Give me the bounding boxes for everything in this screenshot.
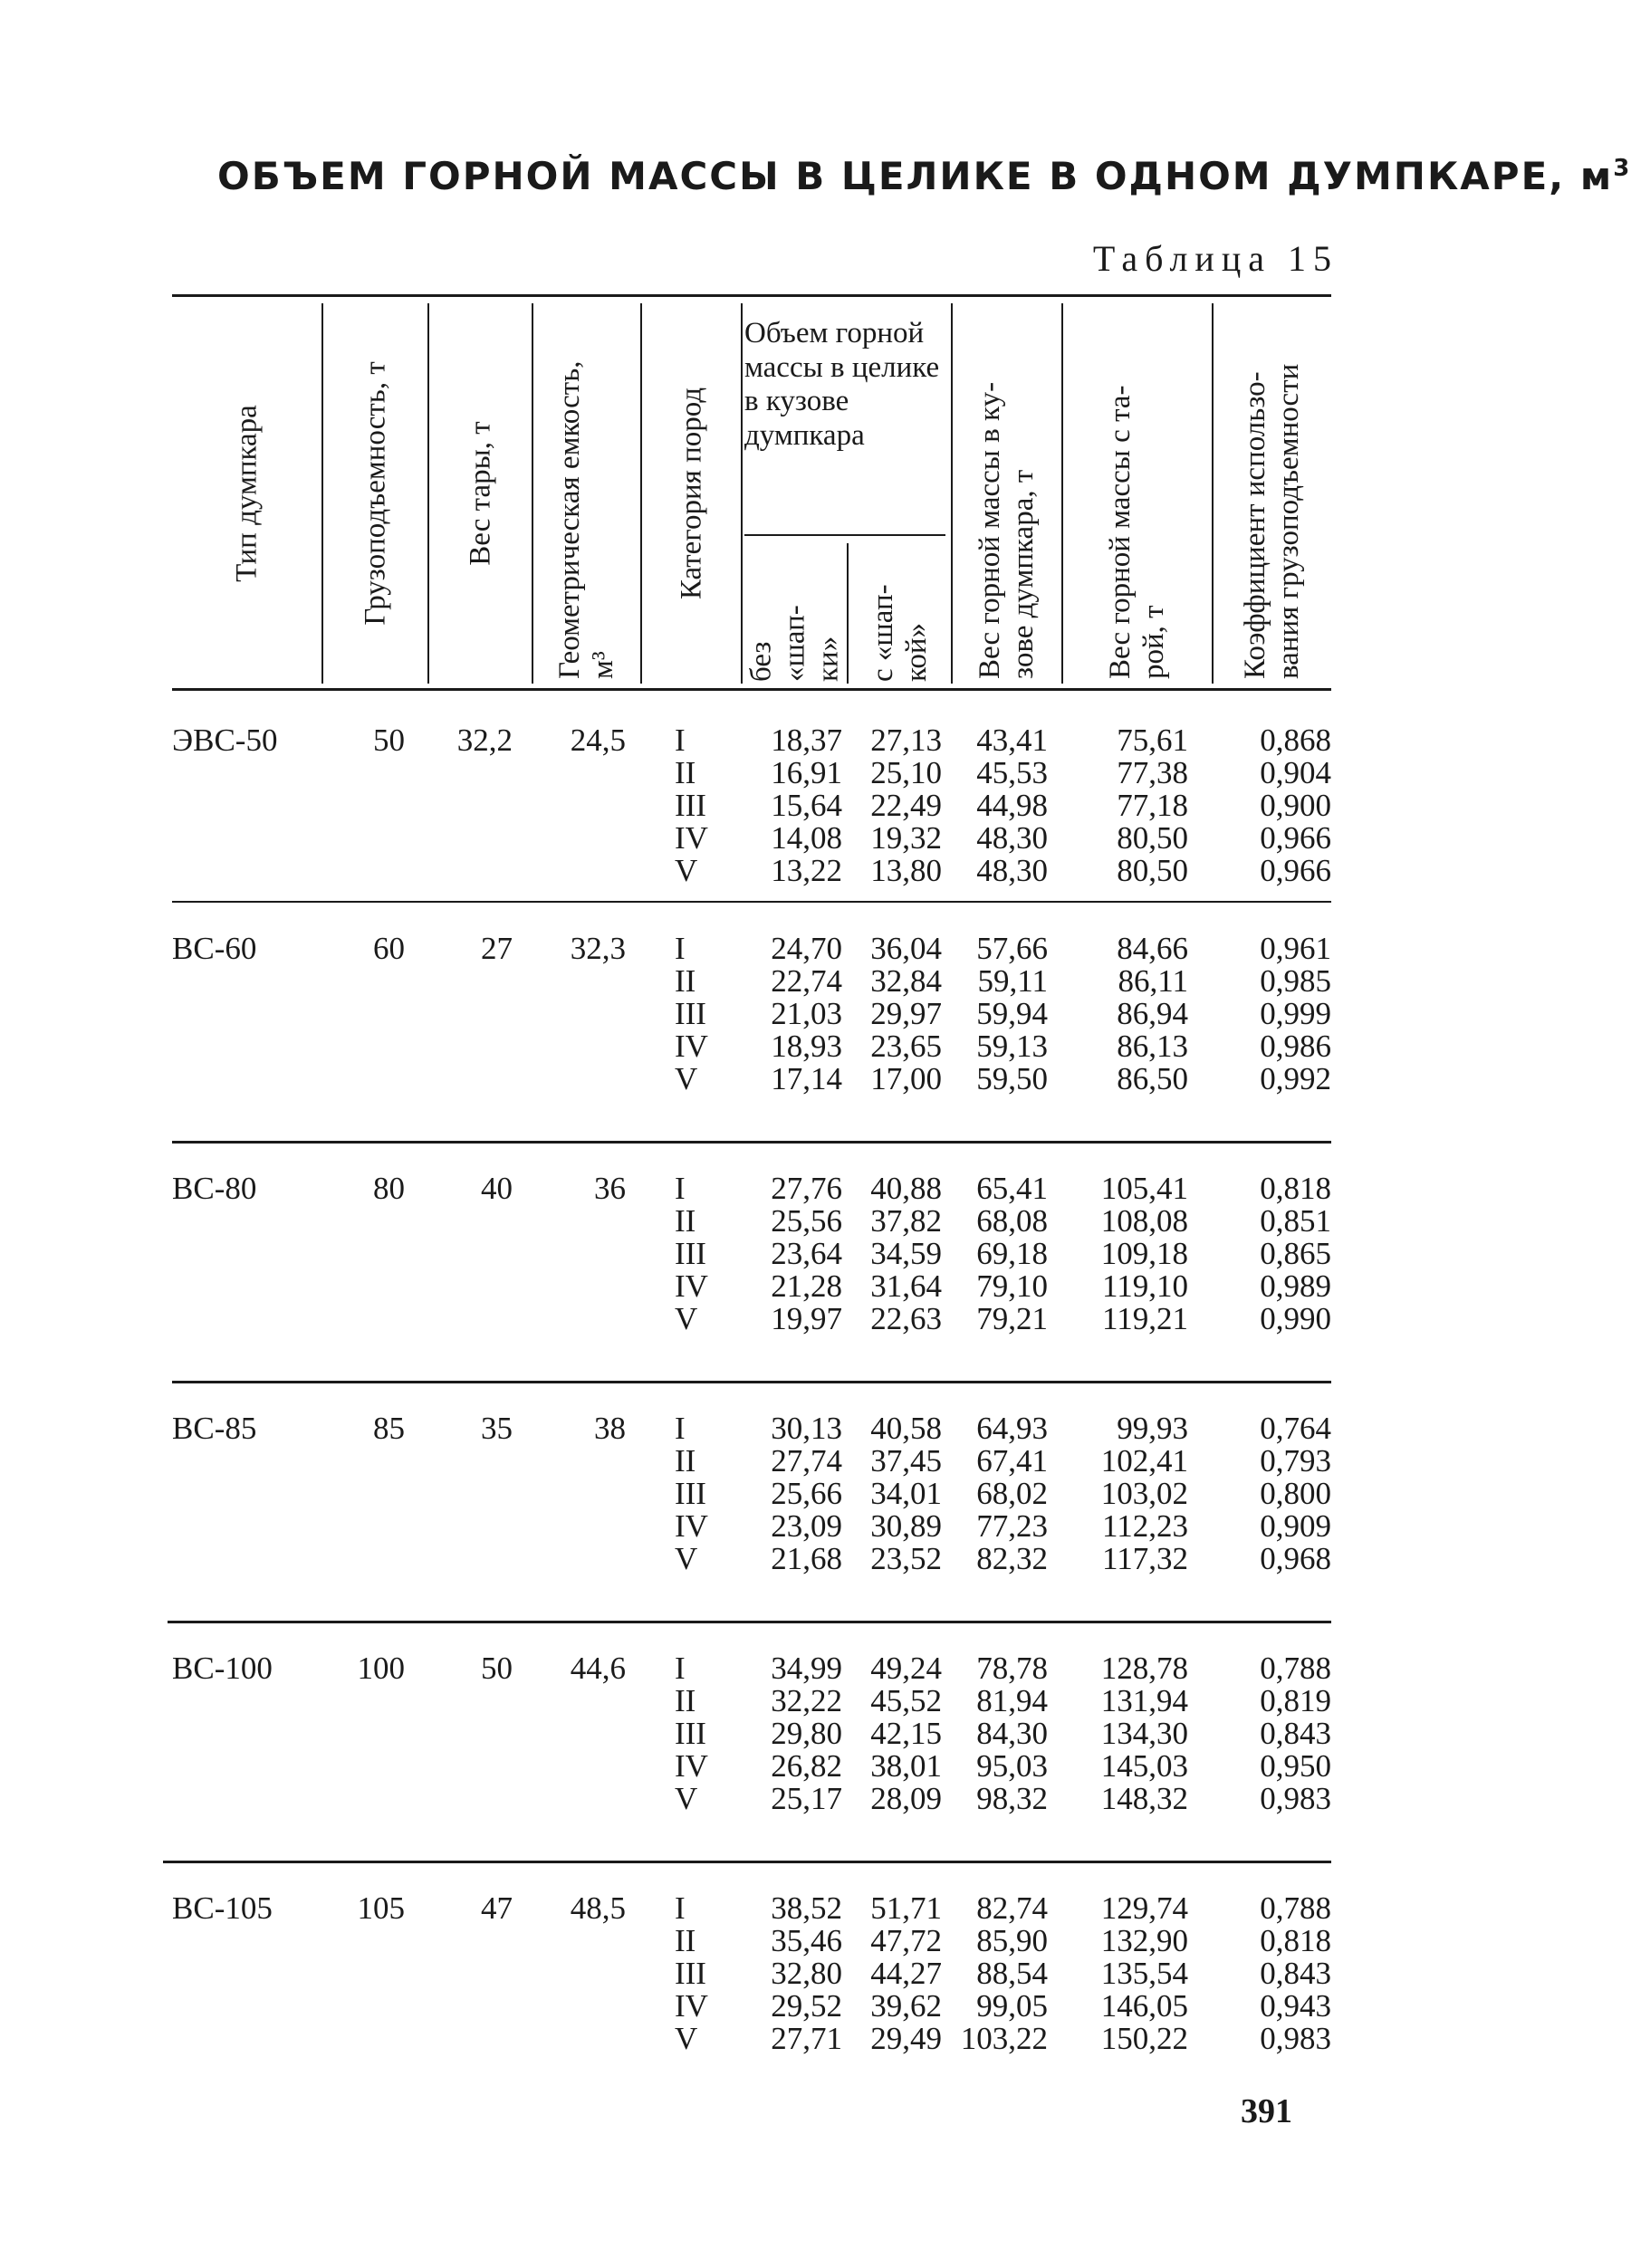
cell-volume-with-cap: 51,71 bbox=[870, 1890, 942, 1926]
cell-weight-body: 48,30 bbox=[976, 853, 1048, 888]
header-coef bbox=[1214, 303, 1331, 684]
cell-coef: 0,865 bbox=[1260, 1236, 1331, 1271]
cell-volume-no-cap: 16,91 bbox=[771, 755, 842, 790]
cell-category: II bbox=[675, 1443, 696, 1479]
cell-weight-body: 88,54 bbox=[976, 1956, 1048, 1991]
header-weight-body-line1: Вес горной массы в ку- bbox=[974, 381, 1007, 679]
cell-type: ВС-100 bbox=[172, 1651, 273, 1686]
cell-volume-with-cap: 36,04 bbox=[870, 931, 942, 966]
cell-volume-with-cap: 25,10 bbox=[870, 755, 942, 790]
cell-tare: 40 bbox=[481, 1171, 513, 1206]
cell-volume-with-cap: 34,01 bbox=[870, 1476, 942, 1511]
cell-volume-with-cap: 30,89 bbox=[870, 1508, 942, 1544]
cell-weight-tare: 145,03 bbox=[1100, 1748, 1188, 1784]
cell-category-column bbox=[675, 1172, 738, 1335]
page-number: 391 bbox=[1241, 2092, 1292, 2130]
cell-volume-with-cap: 44,27 bbox=[870, 1956, 942, 1991]
header-geom-line1: Геометрическая емкость, bbox=[553, 360, 587, 679]
cell-coef: 0,843 bbox=[1260, 1716, 1331, 1751]
header-geom bbox=[533, 303, 640, 684]
cell-coef: 0,843 bbox=[1260, 1956, 1331, 1991]
cell-weight-body: 99,05 bbox=[976, 1988, 1048, 2024]
cell-volume-no-cap-column bbox=[752, 1412, 842, 1575]
cell-weight-body: 79,21 bbox=[976, 1301, 1048, 1336]
cell-category: III bbox=[675, 1476, 706, 1511]
cell-volume-with-cap: 39,62 bbox=[870, 1988, 942, 2024]
cell-category-column bbox=[675, 1652, 738, 1815]
cell-weight-body-column bbox=[946, 1412, 1048, 1575]
cell-coef: 0,943 bbox=[1260, 1988, 1331, 2024]
header-no-cap-line2: «шап- bbox=[778, 604, 811, 682]
cell-weight-body: 98,32 bbox=[976, 1781, 1048, 1816]
header-category bbox=[642, 303, 741, 684]
cell-weight-body: 43,41 bbox=[976, 723, 1048, 758]
header-weight-body-line2: зове думпкара, т bbox=[1007, 469, 1040, 679]
cell-geom: 32,3 bbox=[570, 931, 626, 966]
cell-weight-tare: 134,30 bbox=[1100, 1716, 1188, 1751]
cell-weight-tare: 148,32 bbox=[1100, 1781, 1188, 1816]
cell-weight-body: 77,23 bbox=[976, 1508, 1048, 1544]
cell-type: ВС-105 bbox=[172, 1890, 273, 1926]
cell-capacity: 100 bbox=[357, 1651, 405, 1686]
cell-volume-with-cap: 37,45 bbox=[870, 1443, 942, 1479]
cell-coef: 0,904 bbox=[1260, 755, 1331, 790]
cell-coef: 0,990 bbox=[1260, 1301, 1331, 1336]
cell-volume-no-cap: 32,80 bbox=[771, 1956, 842, 1991]
cell-weight-tare: 109,18 bbox=[1100, 1236, 1188, 1271]
cell-category-column bbox=[675, 724, 738, 887]
cell-weight-body: 85,90 bbox=[976, 1923, 1048, 1958]
page-title: ОБЪЕМ ГОРНОЙ МАССЫ В ЦЕЛИКЕ В ОДНОМ ДУМПКАРЕ, $м^3$ bbox=[217, 154, 1631, 198]
cell-coef: 0,868 bbox=[1260, 723, 1331, 758]
cell-type: ВС-80 bbox=[172, 1171, 257, 1206]
header-type-text: Тип думпкара bbox=[230, 405, 264, 582]
cell-category: V bbox=[675, 1781, 698, 1816]
cell-volume-no-cap: 19,97 bbox=[771, 1301, 842, 1336]
cell-weight-body: 59,13 bbox=[976, 1029, 1048, 1064]
cell-category: II bbox=[675, 755, 696, 790]
cell-weight-body: 68,08 bbox=[976, 1203, 1048, 1239]
cell-weight-tare: 132,90 bbox=[1100, 1923, 1188, 1958]
header-capacity-text: Грузоподъемность, т bbox=[359, 361, 392, 626]
cell-category: V bbox=[675, 1301, 698, 1336]
cell-tare: 47 bbox=[481, 1890, 513, 1926]
cell-category: I bbox=[675, 723, 686, 758]
cell-geom: 36 bbox=[594, 1171, 626, 1206]
cell-volume-no-cap: 21,28 bbox=[771, 1268, 842, 1304]
cell-volume-with-cap: 27,13 bbox=[870, 723, 942, 758]
cell-volume-no-cap-column bbox=[752, 1652, 842, 1815]
cell-weight-body: 45,53 bbox=[976, 755, 1048, 790]
cell-coef: 0,966 bbox=[1260, 853, 1331, 888]
cell-weight-tare: 75,61 bbox=[1117, 723, 1188, 758]
cell-weight-body: 48,30 bbox=[976, 820, 1048, 856]
cell-weight-tare: 128,78 bbox=[1100, 1651, 1188, 1686]
cell-volume-no-cap-column bbox=[752, 933, 842, 1096]
cell-volume-with-cap-column bbox=[851, 1412, 942, 1575]
cell-weight-tare-column bbox=[1069, 933, 1188, 1096]
cell-weight-body: 64,93 bbox=[976, 1411, 1048, 1446]
cell-volume-no-cap: 22,74 bbox=[771, 963, 842, 999]
cell-volume-no-cap: 25,56 bbox=[771, 1203, 842, 1239]
cell-coef: 0,985 bbox=[1260, 963, 1331, 999]
cell-coef: 0,961 bbox=[1260, 931, 1331, 966]
cell-weight-tare-column bbox=[1069, 1892, 1188, 2055]
cell-weight-body-column bbox=[946, 933, 1048, 1096]
header-top-rule bbox=[172, 294, 1331, 297]
cell-capacity: 80 bbox=[373, 1171, 405, 1206]
cell-weight-tare: 80,50 bbox=[1117, 853, 1188, 888]
cell-weight-tare: 119,10 bbox=[1102, 1268, 1188, 1304]
cell-weight-tare: 150,22 bbox=[1100, 2021, 1188, 2056]
cell-weight-body: 59,11 bbox=[977, 963, 1048, 999]
cell-coef-column bbox=[1223, 933, 1331, 1096]
cell-category: IV bbox=[675, 1268, 708, 1304]
header-bottom-rule bbox=[172, 688, 1331, 691]
cell-volume-no-cap: 30,13 bbox=[771, 1411, 842, 1446]
header-coef-line1: Коэффициент использо- bbox=[1239, 371, 1272, 679]
cell-weight-body: 59,50 bbox=[976, 1061, 1048, 1096]
cell-volume-with-cap-column bbox=[851, 1652, 942, 1815]
group-separator-rule bbox=[172, 901, 1331, 903]
cell-category: I bbox=[675, 931, 686, 966]
cell-volume-no-cap: 29,52 bbox=[771, 1988, 842, 2024]
cell-volume-with-cap: 49,24 bbox=[870, 1651, 942, 1686]
cell-coef: 0,851 bbox=[1260, 1203, 1331, 1239]
cell-volume-with-cap: 34,59 bbox=[870, 1236, 942, 1271]
cell-volume-no-cap: 13,22 bbox=[771, 853, 842, 888]
cell-weight-body-column bbox=[946, 1172, 1048, 1335]
group-separator-rule bbox=[168, 1621, 1331, 1623]
cell-weight-tare: 112,23 bbox=[1102, 1508, 1188, 1544]
cell-type: ЭВС-50 bbox=[172, 723, 278, 758]
cell-weight-tare: 80,50 bbox=[1117, 820, 1188, 856]
cell-volume-no-cap: 23,64 bbox=[771, 1236, 842, 1271]
cell-volume-with-cap: 22,49 bbox=[870, 788, 942, 823]
cell-volume-no-cap-column bbox=[752, 1172, 842, 1335]
cell-volume-with-cap: 29,97 bbox=[870, 996, 942, 1031]
cell-coef: 0,793 bbox=[1260, 1443, 1331, 1479]
cell-volume-with-cap-column bbox=[851, 933, 942, 1096]
cell-volume-no-cap: 25,66 bbox=[771, 1476, 842, 1511]
cell-category: III bbox=[675, 1956, 706, 1991]
cell-geom: 44,6 bbox=[570, 1651, 626, 1686]
header-volume-group: Объем горной массы в целике в кузове думпкара bbox=[744, 317, 940, 452]
volume-group-rule bbox=[744, 534, 945, 536]
cell-type: ВС-60 bbox=[172, 931, 257, 966]
cell-capacity: 105 bbox=[357, 1890, 405, 1926]
cell-coef-column bbox=[1223, 724, 1331, 887]
cell-category: I bbox=[675, 1411, 686, 1446]
cell-coef: 0,950 bbox=[1260, 1748, 1331, 1784]
header-weight-body bbox=[953, 303, 1061, 684]
cell-category: III bbox=[675, 996, 706, 1031]
cell-category: V bbox=[675, 853, 698, 888]
header-geom-line2: м³ bbox=[587, 651, 619, 679]
cell-weight-body: 84,30 bbox=[976, 1716, 1048, 1751]
cell-weight-body: 82,74 bbox=[976, 1890, 1048, 1926]
cell-coef-column bbox=[1223, 1412, 1331, 1575]
cell-type: ВС-85 bbox=[172, 1411, 257, 1446]
cell-volume-no-cap: 27,74 bbox=[771, 1443, 842, 1479]
cell-coef: 0,788 bbox=[1260, 1651, 1331, 1686]
cell-category: V bbox=[675, 1061, 698, 1096]
cell-weight-tare: 117,32 bbox=[1102, 1541, 1188, 1576]
cell-volume-with-cap: 22,63 bbox=[870, 1301, 942, 1336]
cell-volume-with-cap: 19,32 bbox=[870, 820, 942, 856]
header-weight-tare-line2: рой, т bbox=[1137, 605, 1170, 679]
cell-tare: 50 bbox=[481, 1651, 513, 1686]
cell-volume-with-cap: 40,88 bbox=[870, 1171, 942, 1206]
cell-category: V bbox=[675, 2021, 698, 2056]
cell-coef: 0,999 bbox=[1260, 996, 1331, 1031]
cell-geom: 38 bbox=[594, 1411, 626, 1446]
cell-category: III bbox=[675, 1716, 706, 1751]
cell-tare: 35 bbox=[481, 1411, 513, 1446]
cell-volume-with-cap: 47,72 bbox=[870, 1923, 942, 1958]
cell-weight-body: 44,98 bbox=[976, 788, 1048, 823]
cell-geom: 24,5 bbox=[570, 723, 626, 758]
cell-category: V bbox=[675, 1541, 698, 1576]
header-no-cap-line1: без bbox=[744, 641, 778, 682]
cell-weight-tare: 86,50 bbox=[1117, 1061, 1188, 1096]
group-separator-rule bbox=[172, 1381, 1331, 1383]
cell-weight-body: 78,78 bbox=[976, 1651, 1048, 1686]
cell-category: IV bbox=[675, 1988, 708, 2024]
cell-weight-tare: 131,94 bbox=[1100, 1683, 1188, 1718]
cell-category: II bbox=[675, 1203, 696, 1239]
cell-volume-with-cap: 23,65 bbox=[870, 1029, 942, 1064]
cell-geom: 48,5 bbox=[570, 1890, 626, 1926]
group-separator-rule bbox=[163, 1861, 1331, 1863]
cell-category: IV bbox=[675, 1748, 708, 1784]
cell-coef: 0,966 bbox=[1260, 820, 1331, 856]
cell-volume-no-cap: 35,46 bbox=[771, 1923, 842, 1958]
cell-volume-no-cap: 32,22 bbox=[771, 1683, 842, 1718]
cell-volume-with-cap: 37,82 bbox=[870, 1203, 942, 1239]
cell-weight-tare: 84,66 bbox=[1117, 931, 1188, 966]
cell-weight-body: 59,94 bbox=[976, 996, 1048, 1031]
cell-coef: 0,909 bbox=[1260, 1508, 1331, 1544]
cell-volume-no-cap: 24,70 bbox=[771, 931, 842, 966]
cell-coef: 0,818 bbox=[1260, 1171, 1331, 1206]
cell-category: III bbox=[675, 1236, 706, 1271]
cell-weight-tare-column bbox=[1069, 1652, 1188, 1815]
cell-volume-with-cap: 13,80 bbox=[870, 853, 942, 888]
cell-volume-with-cap: 29,49 bbox=[870, 2021, 942, 2056]
cell-category-column bbox=[675, 1892, 738, 2055]
cell-weight-tare: 108,08 bbox=[1100, 1203, 1188, 1239]
cell-coef-column bbox=[1223, 1892, 1331, 2055]
cell-weight-body-column bbox=[946, 1892, 1048, 2055]
cell-volume-no-cap: 18,93 bbox=[771, 1029, 842, 1064]
cell-coef: 0,992 bbox=[1260, 1061, 1331, 1096]
cell-volume-no-cap: 14,08 bbox=[771, 820, 842, 856]
table-label: Таблица 15 bbox=[1092, 238, 1338, 279]
cell-volume-with-cap: 42,15 bbox=[870, 1716, 942, 1751]
cell-weight-tare: 99,93 bbox=[1117, 1411, 1188, 1446]
cell-weight-tare-column bbox=[1069, 724, 1188, 887]
cell-category: IV bbox=[675, 1029, 708, 1064]
cell-category: I bbox=[675, 1890, 686, 1926]
cell-volume-no-cap: 34,99 bbox=[771, 1651, 842, 1686]
cell-weight-tare: 86,94 bbox=[1117, 996, 1188, 1031]
cell-weight-body: 65,41 bbox=[976, 1171, 1048, 1206]
cell-coef: 0,819 bbox=[1260, 1683, 1331, 1718]
cell-volume-no-cap: 38,52 bbox=[771, 1890, 842, 1926]
header-no-cap-line3: ки» bbox=[811, 636, 844, 682]
cell-volume-with-cap: 31,64 bbox=[870, 1268, 942, 1304]
cell-weight-body-column bbox=[946, 724, 1048, 887]
header-volume-no-cap bbox=[743, 543, 847, 684]
cell-weight-tare: 105,41 bbox=[1100, 1171, 1188, 1206]
cell-volume-with-cap: 40,58 bbox=[870, 1411, 942, 1446]
cell-weight-body: 79,10 bbox=[976, 1268, 1048, 1304]
cell-coef-column bbox=[1223, 1652, 1331, 1815]
cell-volume-with-cap-column bbox=[851, 1172, 942, 1335]
cell-tare: 32,2 bbox=[456, 723, 513, 758]
cell-volume-with-cap-column bbox=[851, 724, 942, 887]
header-category-text: Категория пород bbox=[675, 387, 708, 600]
header-volume-with-cap bbox=[849, 543, 951, 684]
cell-weight-tare: 86,11 bbox=[1118, 963, 1188, 999]
cell-volume-with-cap: 23,52 bbox=[870, 1541, 942, 1576]
cell-volume-no-cap: 26,82 bbox=[771, 1748, 842, 1784]
cell-tare: 27 bbox=[481, 931, 513, 966]
cell-category: III bbox=[675, 788, 706, 823]
cell-weight-body: 69,18 bbox=[976, 1236, 1048, 1271]
cell-category: I bbox=[675, 1171, 686, 1206]
cell-coef: 0,818 bbox=[1260, 1923, 1331, 1958]
cell-weight-tare: 146,05 bbox=[1100, 1988, 1188, 2024]
cell-weight-tare: 77,18 bbox=[1117, 788, 1188, 823]
cell-weight-tare: 86,13 bbox=[1117, 1029, 1188, 1064]
cell-weight-body: 81,94 bbox=[976, 1683, 1048, 1718]
cell-volume-no-cap: 17,14 bbox=[771, 1061, 842, 1096]
cell-weight-body: 103,22 bbox=[960, 2021, 1048, 2056]
cell-weight-body: 68,02 bbox=[976, 1476, 1048, 1511]
cell-coef: 0,983 bbox=[1260, 2021, 1331, 2056]
cell-volume-no-cap-column bbox=[752, 724, 842, 887]
cell-volume-no-cap: 23,09 bbox=[771, 1508, 842, 1544]
cell-category: II bbox=[675, 963, 696, 999]
header-type bbox=[172, 303, 321, 684]
header-weight-tare-line1: Вес горной массы с та- bbox=[1104, 385, 1137, 679]
cell-weight-tare: 129,74 bbox=[1100, 1890, 1188, 1926]
header-capacity bbox=[323, 303, 427, 684]
cell-volume-with-cap: 32,84 bbox=[870, 963, 942, 999]
header-with-cap-line1: с «шап- bbox=[866, 583, 899, 682]
cell-volume-with-cap: 17,00 bbox=[870, 1061, 942, 1096]
cell-category: I bbox=[675, 1651, 686, 1686]
cell-weight-body: 67,41 bbox=[976, 1443, 1048, 1479]
cell-category: II bbox=[675, 1923, 696, 1958]
group-separator-rule bbox=[172, 1141, 1331, 1144]
cell-weight-tare: 135,54 bbox=[1100, 1956, 1188, 1991]
cell-volume-no-cap: 18,37 bbox=[771, 723, 842, 758]
cell-weight-tare: 103,02 bbox=[1100, 1476, 1188, 1511]
cell-volume-no-cap: 27,76 bbox=[771, 1171, 842, 1206]
cell-coef: 0,983 bbox=[1260, 1781, 1331, 1816]
header-with-cap-line2: кой» bbox=[899, 622, 933, 682]
cell-weight-body: 95,03 bbox=[976, 1748, 1048, 1784]
cell-volume-with-cap: 28,09 bbox=[870, 1781, 942, 1816]
cell-volume-no-cap: 21,68 bbox=[771, 1541, 842, 1576]
cell-weight-tare-column bbox=[1069, 1172, 1188, 1335]
header-coef-line2: вания грузоподъемности bbox=[1272, 363, 1305, 679]
cell-coef: 0,989 bbox=[1260, 1268, 1331, 1304]
cell-volume-no-cap: 25,17 bbox=[771, 1781, 842, 1816]
cell-capacity: 60 bbox=[373, 931, 405, 966]
cell-coef: 0,968 bbox=[1260, 1541, 1331, 1576]
cell-weight-tare: 102,41 bbox=[1100, 1443, 1188, 1479]
cell-volume-no-cap: 27,71 bbox=[771, 2021, 842, 2056]
cell-category: II bbox=[675, 1683, 696, 1718]
header-tare bbox=[429, 303, 532, 684]
cell-volume-no-cap-column bbox=[752, 1892, 842, 2055]
cell-coef: 0,800 bbox=[1260, 1476, 1331, 1511]
cell-coef-column bbox=[1223, 1172, 1331, 1335]
cell-capacity: 50 bbox=[373, 723, 405, 758]
cell-weight-body: 57,66 bbox=[976, 931, 1048, 966]
cell-category: IV bbox=[675, 820, 708, 856]
cell-weight-tare-column bbox=[1069, 1412, 1188, 1575]
cell-weight-body: 82,32 bbox=[976, 1541, 1048, 1576]
cell-volume-with-cap: 38,01 bbox=[870, 1748, 942, 1784]
cell-weight-body-column bbox=[946, 1652, 1048, 1815]
cell-category-column bbox=[675, 933, 738, 1096]
header-weight-tare bbox=[1063, 303, 1212, 684]
cell-coef: 0,986 bbox=[1260, 1029, 1331, 1064]
cell-category-column bbox=[675, 1412, 738, 1575]
cell-volume-no-cap: 21,03 bbox=[771, 996, 842, 1031]
cell-weight-tare: 119,21 bbox=[1102, 1301, 1188, 1336]
cell-coef: 0,788 bbox=[1260, 1890, 1331, 1926]
cell-capacity: 85 bbox=[373, 1411, 405, 1446]
header-tare-text: Вес тары, т bbox=[464, 421, 497, 566]
cell-weight-tare: 77,38 bbox=[1117, 755, 1188, 790]
cell-coef: 0,764 bbox=[1260, 1411, 1331, 1446]
cell-volume-with-cap: 45,52 bbox=[870, 1683, 942, 1718]
cell-volume-no-cap: 15,64 bbox=[771, 788, 842, 823]
cell-category: IV bbox=[675, 1508, 708, 1544]
cell-volume-no-cap: 29,80 bbox=[771, 1716, 842, 1751]
cell-volume-with-cap-column bbox=[851, 1892, 942, 2055]
cell-coef: 0,900 bbox=[1260, 788, 1331, 823]
